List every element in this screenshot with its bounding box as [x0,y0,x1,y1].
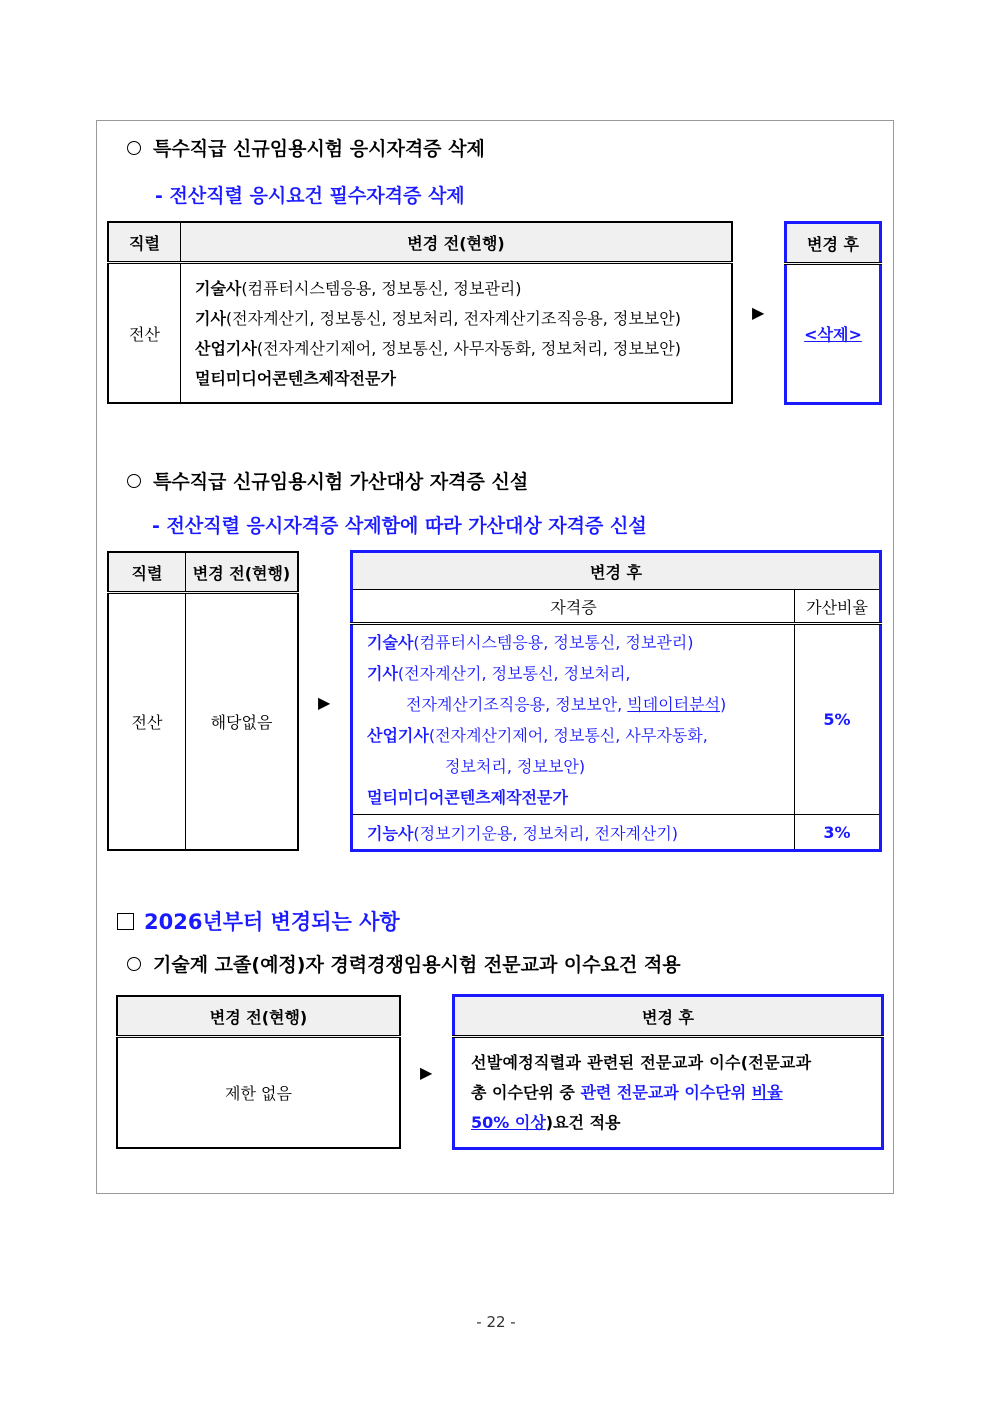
arrow-right-icon: ▶ [752,303,765,322]
cert-cell-3pct: 기능사(정보기기운용, 정보처리, 전자계산기) [352,815,795,851]
before-cell [181,263,733,404]
section2-heading: 특수직급 신규임용시험 가산대상 자격증 신설 [127,467,528,494]
arrow-right-icon: ▶ [318,693,331,712]
col-ratio-header: 가산비율 [795,590,881,624]
col-before-header: 변경 전(현행) [186,552,299,593]
circle-bullet-icon [127,957,141,971]
section3-after-table [452,994,884,1150]
section3-subheading: 기술계 고졸(예정)자 경력경쟁임용시험 전문교과 이수요건 적용 [127,950,681,977]
before-cell: 제한 없음 [117,1037,400,1149]
after-cell: <삭제> [804,325,862,344]
before-cell: 해당없음 [186,593,299,851]
section3-heading: 2026년부터 변경되는 사항 [117,906,400,936]
section1-heading: 특수직급 신규임용시험 응시자격증 삭제 [127,134,485,161]
before-header: 변경 전(현행) [117,996,400,1037]
col-after-header: 변경 후 [786,223,881,264]
col-job-header: 직렬 [108,222,181,263]
page-number: - 22 - [476,1313,516,1331]
circle-bullet-icon [127,141,141,155]
section1-subheading: - 전산직렬 응시요건 필수자격증 삭제 [155,185,465,207]
bigdata-cert: 빅데이터분석 [627,694,721,714]
cert-line: 기사(전자계산기, 정보통신, 정보처리, 전자계산기조직응용, 정보보안) [195,309,681,328]
arrow-right-icon: ▶ [420,1063,433,1082]
ratio-5pct: 5% [795,624,881,815]
ratio-3pct: 3% [795,815,881,851]
section2-after-table [350,550,882,852]
square-bullet-icon [117,913,134,930]
job-cell: 전산 [108,593,186,851]
cert-line: 멀티미디어콘텐츠제작전문가 [195,369,396,388]
cert-line: 산업기사(전자계산기제어, 정보통신, 사무자동화, 정보처리, 정보보안) [195,339,681,358]
section3-before-table [116,995,401,1149]
col-before-header: 변경 전(현행) [181,222,733,263]
after-header: 변경 후 [454,996,883,1037]
cert-line: 기술사(컴퓨터시스템응용, 정보통신, 정보관리) [195,279,522,298]
circle-bullet-icon [127,474,141,488]
cert-cell-5pct: 기술사(컴퓨터시스템응용, 정보통신, 정보관리) 기사(전자계산기, 정보통신, 정보처리, 전자계산기조직응용, 정보보안, 빅데이터분석) 산업기사(전자계산기제어, 정보통신, 사무자동화, 정보처리, 정보보안) 멀티미디어콘텐츠제작전문가 [352,624,795,815]
section1-before-table [107,221,733,404]
job-cell: 전산 [108,263,181,404]
col-job-header: 직렬 [108,552,186,593]
section2-subheading: - 전산직렬 응시자격증 삭제함에 따라 가산대상 자격증 신설 [152,515,647,537]
col-cert-header: 자격증 [352,590,795,624]
after-cell: 선발예정직렬과 관련된 전문교과 이수(전문교과 총 이수단위 중 관련 전문교과 이수단위 비율 50% 이상)요건 적용 [454,1037,883,1149]
section1-after-table [784,221,882,405]
section2-before-table [107,551,299,851]
after-header: 변경 후 [352,552,881,590]
